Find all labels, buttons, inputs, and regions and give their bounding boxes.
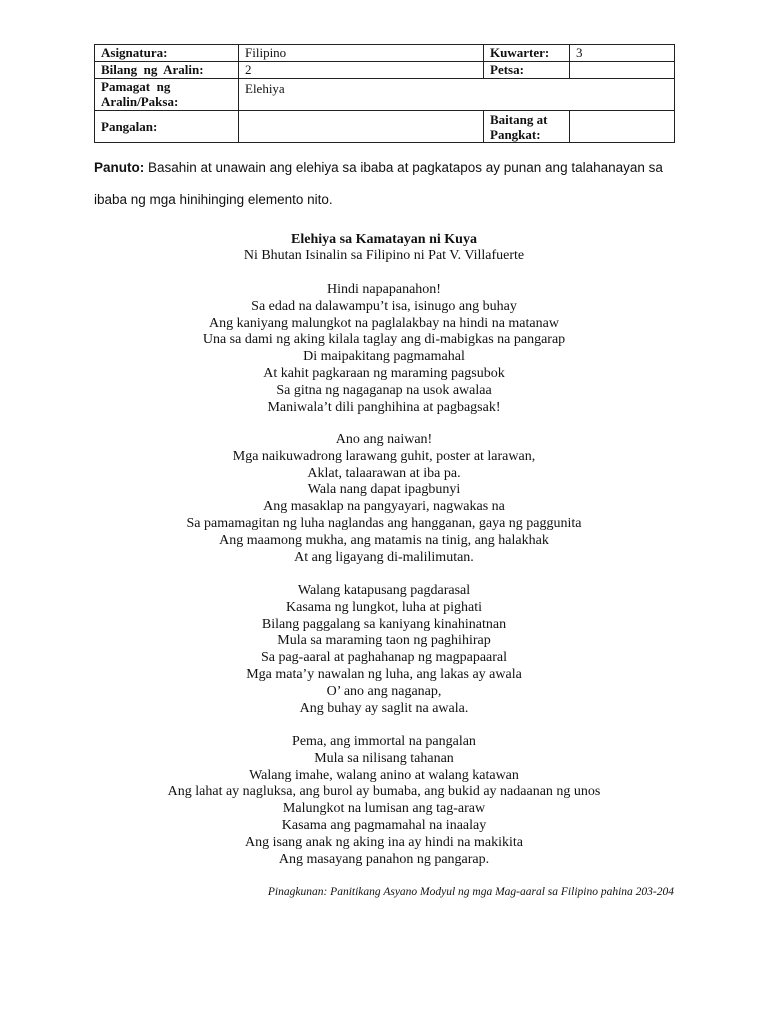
- poem-line: Ang masayang panahon ng pangarap.: [278, 851, 490, 867]
- source-citation: Pinagkunan: Panitikang Asyano Modyul ng mga Mag-aaral sa Filipino pahina 203-204: [267, 886, 674, 898]
- poem-line: Di maipakitang pagmamahal: [303, 349, 465, 365]
- stanza-3: [0, 583, 768, 717]
- poem-line: Mula sa nilisang tahanan: [314, 750, 454, 766]
- poem-line: Wala nang dapat ipagbunyi: [307, 482, 461, 498]
- kuwarter-value: 3: [570, 45, 675, 62]
- poem-line: Pema, ang immortal na pangalan: [292, 734, 476, 749]
- baitang-label: [484, 111, 570, 143]
- poem-line: Kasama ang pagmamahal na inaalay: [281, 817, 487, 833]
- poem-line: Una sa dami ng aking kilala taglay ang di-mabigkas na pangarap: [202, 332, 566, 348]
- poem-line: Sa pamamagitan ng luha naglandas ang hangganan, gaya ng paggunita: [186, 515, 582, 531]
- poem-line: Ang kaniyang malungkot na paglalakbay na hindi na matanaw: [209, 315, 559, 331]
- poem-author: Ni Bhutan Isinalin sa Filipino ni Pat V. Villafuerte: [243, 248, 525, 263]
- poem-line: Malungkot na lumisan ang tag-araw: [282, 801, 486, 817]
- poem-line: Ang masaklap na pangyayari, nagwakas na: [263, 499, 505, 515]
- poem-line: Sa pag-aaral at paghahanap ng magpapaaral: [260, 650, 508, 666]
- pamagat-label: [95, 79, 239, 111]
- poem-title: Elehiya sa Kamatayan ni Kuya: [291, 232, 477, 247]
- bilang-ng-aralin-value: 2: [239, 62, 484, 79]
- poem-line: Maniwala’t dili panghihina at pagbagsak!: [267, 399, 501, 415]
- poem-line: Sa edad na dalawampu’t isa, isinugo ang buhay: [251, 298, 517, 314]
- baitang-label-line-1: Baitang at: [490, 112, 548, 127]
- pangalan-value: [239, 111, 484, 143]
- stanza-2: [0, 432, 768, 566]
- poem-line: Ang isang anak ng aking ina ay hindi na makikita: [245, 834, 523, 850]
- instructions-label: Panuto:: [94, 160, 145, 175]
- pamagat-label-line-1: Pamagat ng: [101, 79, 171, 94]
- poem-line: Walang katapusang pagdarasal: [297, 583, 471, 598]
- poem-line: Ano ang naiwan!: [335, 432, 433, 447]
- stanza-4: [0, 734, 768, 868]
- pamagat-value: Elehiya: [239, 79, 675, 111]
- kuwarter-label: Kuwarter:: [484, 45, 570, 62]
- poem-line: Aklat, talaarawan at iba pa.: [307, 465, 461, 481]
- poem-line: Mga naikuwadrong larawang guhit, poster at larawan,: [232, 448, 536, 464]
- asignatura-label: Asignatura:: [95, 45, 239, 62]
- poem-line: Hindi napapanahon!: [327, 282, 441, 297]
- poem-line: Sa gitna ng nagaganap na usok awalaa: [276, 382, 492, 398]
- baitang-label-line-2: Pangkat:: [490, 127, 541, 142]
- asignatura-value: Filipino: [239, 45, 484, 62]
- poem-line: At kahit pagkaraan ng maraming pagsubok: [263, 365, 505, 381]
- petsa-value: [570, 62, 675, 79]
- bilang-ng-aralin-label: Bilang ng Aralin:: [95, 62, 239, 79]
- pangalan-label: Pangalan:: [95, 111, 239, 143]
- poem-line: Mga mata’y nawalan ng luha, ang lakas ay awala: [246, 666, 522, 682]
- instructions-text: Basahin at unawain ang elehiya sa ibaba at pagkatapos ay punan ang talahanayan sa ibaba ng mga hinihinging elemento nito.: [94, 160, 663, 207]
- stanza-1: [0, 282, 768, 416]
- instructions: [94, 152, 676, 216]
- poem-line: Walang imahe, walang anino at walang katawan: [249, 767, 519, 783]
- baitang-value: [570, 111, 675, 143]
- header-info-table: [94, 44, 675, 143]
- poem-line: Ang lahat ay nagluksa, ang burol ay bumaba, ang bukid ay nadaanan ng unos: [167, 784, 601, 800]
- poem-line: At ang ligayang di-malilimutan.: [294, 549, 474, 565]
- poem-line: Ang maamong mukha, ang matamis na tinig, ang halakhak: [219, 532, 549, 548]
- poem-line: Kasama ng lungkot, luha at pighati: [286, 599, 482, 615]
- poem-line: Ang buhay ay saglit na awala.: [299, 700, 469, 716]
- poem-line: Bilang paggalang sa kaniyang kinahinatnan: [261, 616, 507, 632]
- pamagat-label-line-2: Aralin/Paksa:: [101, 94, 179, 109]
- poem-line: O’ ano ang naganap,: [326, 683, 442, 699]
- poem-line: Mula sa maraming taon ng paghihirap: [277, 633, 491, 649]
- petsa-label: Petsa:: [484, 62, 570, 79]
